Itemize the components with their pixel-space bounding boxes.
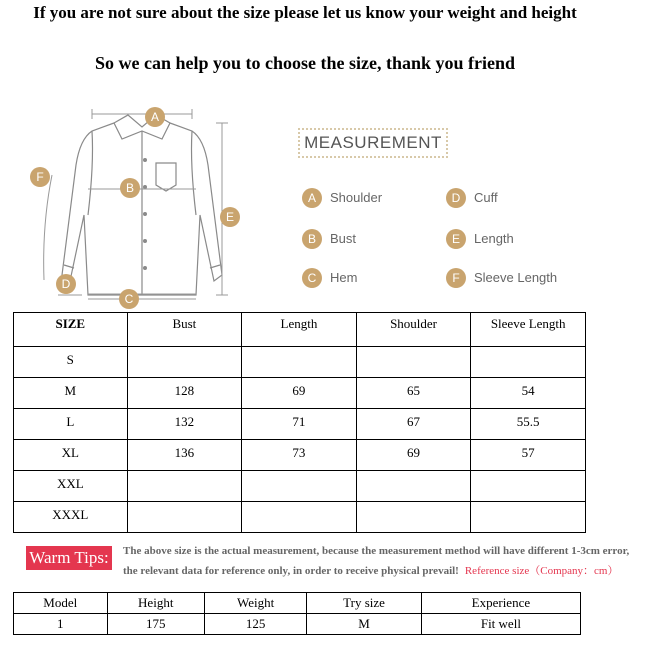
sleeve-value: 57	[521, 445, 535, 460]
sleeve-value	[471, 502, 585, 507]
model-table	[13, 592, 581, 635]
legend-badge: B	[302, 229, 322, 249]
table-row	[14, 409, 586, 440]
sleeve-value	[471, 471, 585, 476]
table-row	[14, 614, 581, 635]
size-label: S	[66, 352, 74, 367]
help-heading: So we can help you to choose the size, thank you friend	[94, 53, 516, 73]
reference-size-note: Reference size（Company：cm）	[464, 565, 619, 577]
height-value: 175	[107, 614, 204, 635]
badge-e: E	[220, 207, 240, 227]
legend-badge: E	[446, 229, 466, 249]
model-value: 1	[14, 614, 108, 635]
badge-b: B	[120, 178, 140, 198]
sleeve-value: 54	[521, 383, 535, 398]
table-row	[14, 440, 586, 471]
legend-badge: C	[302, 268, 322, 288]
legend-badge: F	[446, 268, 466, 288]
weight-value: 125	[204, 614, 306, 635]
size-label: XXL	[56, 476, 84, 491]
legend-label: Sleeve Length	[474, 270, 558, 285]
length-value: 73	[292, 445, 306, 460]
table-row	[14, 502, 586, 533]
length-value: 69	[292, 383, 306, 398]
shoulder-value	[357, 471, 471, 476]
bust-value	[128, 347, 242, 352]
measurement-title: MEASUREMENT	[304, 133, 442, 152]
experience-value: Fit well	[421, 614, 580, 635]
legend-badge: A	[302, 188, 322, 208]
size-table-header	[14, 313, 586, 347]
legend-label: Shoulder	[330, 190, 383, 205]
sleeve-value	[471, 347, 585, 352]
sleeve-value: 55.5	[516, 414, 540, 429]
warm-tips-line2	[123, 562, 618, 578]
legend-label: Bust	[330, 231, 357, 246]
shoulder-value: 65	[407, 383, 421, 398]
bust-value: 128	[174, 383, 195, 398]
legend-badge: D	[446, 188, 466, 208]
warm-tips-line2-text: the relevant data for reference only, in order to receive physical prevail!	[123, 565, 459, 577]
legend-label: Cuff	[474, 190, 498, 205]
model-table-header	[14, 593, 581, 614]
size-label: XL	[61, 445, 79, 460]
header-sleeve-length: Sleeve Length	[471, 313, 586, 347]
table-row	[14, 347, 586, 378]
bust-value: 132	[174, 414, 195, 429]
size-label: XXXL	[52, 507, 89, 522]
size-label: M	[64, 383, 77, 398]
instruction-heading: If you are not sure about the size please let us know your weight and height	[33, 3, 577, 22]
legend-label: Hem	[330, 270, 358, 285]
header-shoulder: Shoulder	[356, 313, 471, 347]
length-value	[242, 347, 356, 352]
measurement-title-box	[298, 128, 448, 158]
header-size: SIZE	[14, 313, 128, 347]
badge-c: C	[119, 289, 139, 309]
table-row	[14, 378, 586, 409]
try-size-value: M	[307, 614, 422, 635]
header-model: Model	[14, 593, 108, 614]
header-length: Length	[242, 313, 357, 347]
shoulder-value	[357, 347, 471, 352]
badge-f: F	[30, 167, 50, 187]
bust-value	[128, 502, 242, 507]
badge-d: D	[56, 274, 76, 294]
shoulder-value: 69	[407, 445, 421, 460]
shoulder-value	[357, 502, 471, 507]
warm-tips-line1: The above size is the actual measurement, because the measurement method will have different 1-3cm error,	[123, 545, 630, 557]
length-value: 71	[292, 414, 306, 429]
shoulder-value: 67	[407, 414, 421, 429]
bust-value: 136	[174, 445, 195, 460]
size-label: L	[66, 414, 75, 429]
warm-tips-label: Warm Tips:	[26, 546, 112, 570]
shirt-diagram	[22, 105, 262, 310]
badge-a: A	[145, 107, 165, 127]
table-row	[14, 471, 586, 502]
length-value	[242, 471, 356, 476]
header-try-size: Try size	[307, 593, 422, 614]
header-height: Height	[107, 593, 204, 614]
legend-label: Length	[474, 231, 514, 246]
header-weight: Weight	[204, 593, 306, 614]
size-table	[13, 312, 586, 533]
header-experience: Experience	[421, 593, 580, 614]
bust-value	[128, 471, 242, 476]
length-value	[242, 502, 356, 507]
header-bust: Bust	[127, 313, 242, 347]
